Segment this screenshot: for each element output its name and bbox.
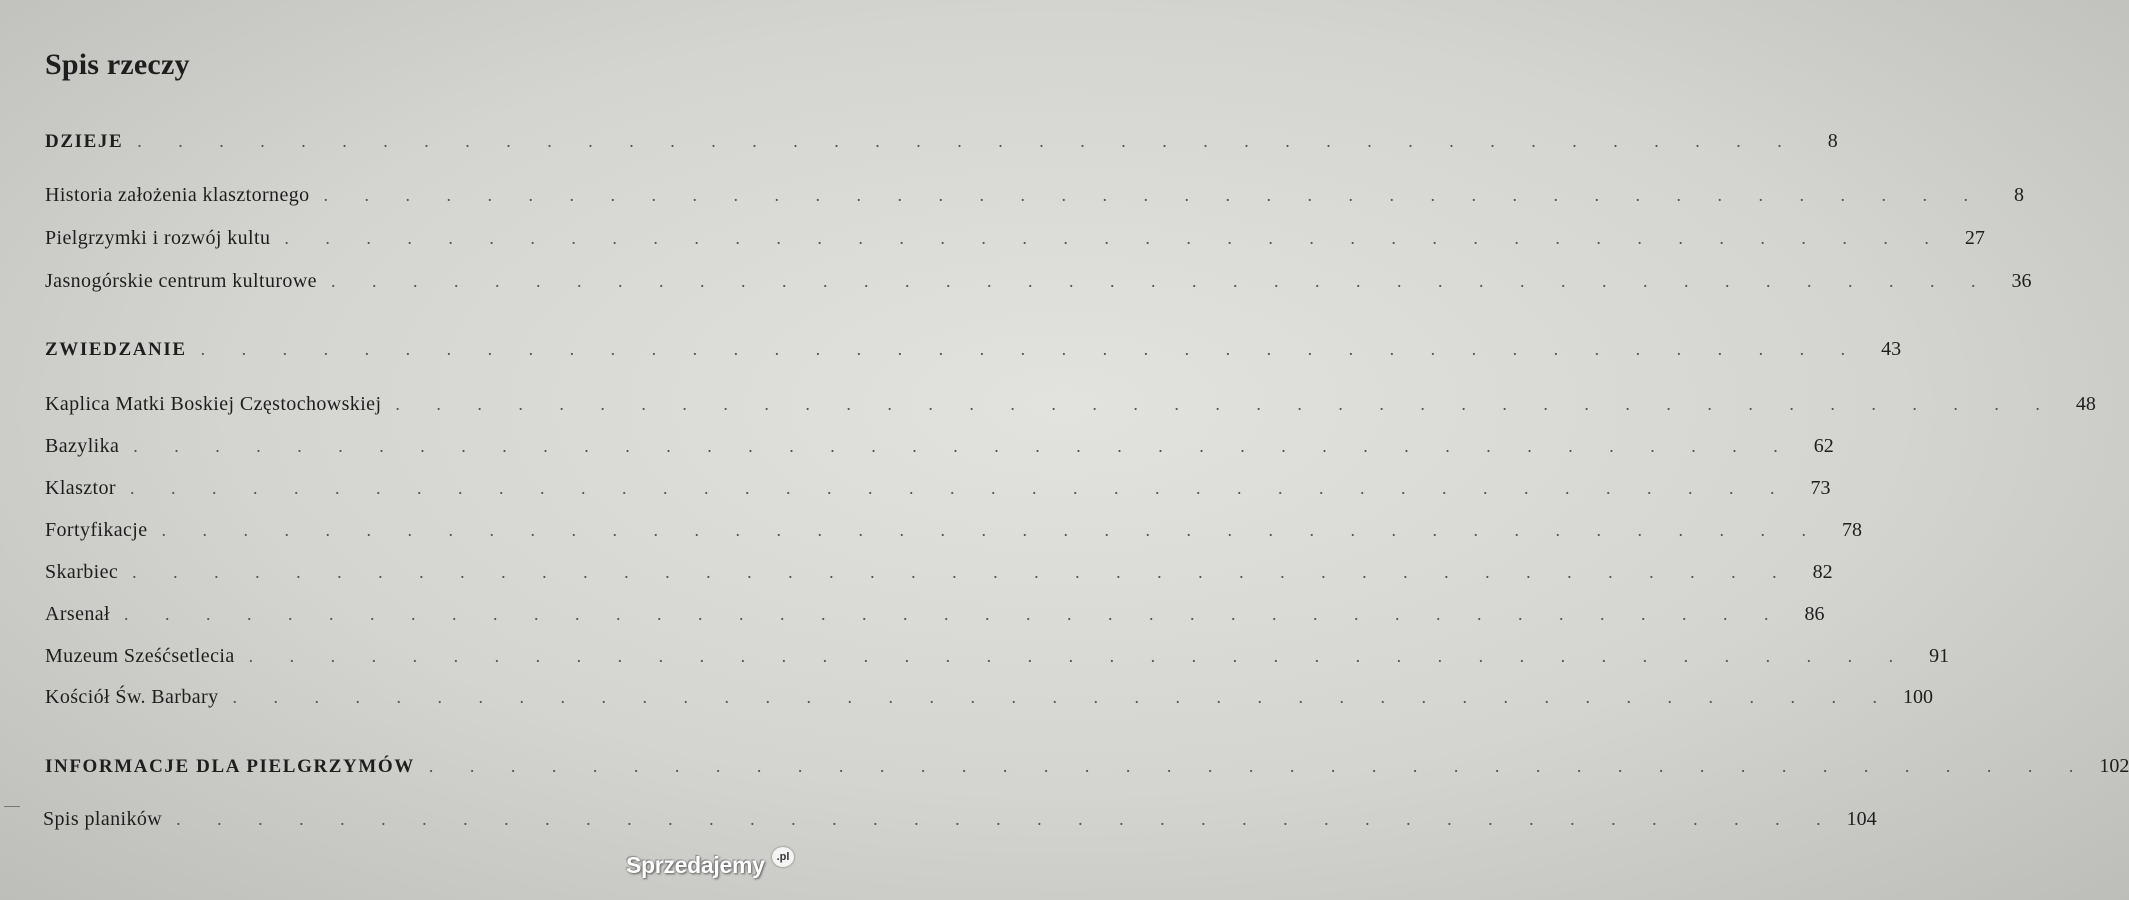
dot-leader: . . . . . . . . . . . . . . . . . . . . . . . . . . . . . . . . . . . . . . . . .: [330, 271, 1992, 291]
dot-leader: . . . . . . . . . . . . . . . . . . . . . . . . . . . . . . . . . . . . . . . . .: [124, 604, 1785, 624]
toc-page-number: 100: [1903, 686, 1933, 708]
toc-section-informacje: [45, 755, 2129, 785]
dot-leader: . . . . . . . . . . . . . . . . . . . . . . . . . . . . . . . . . . . . . . . . .: [132, 562, 1793, 582]
dot-leader: . . . . . . . . . . . . . . . . . . . . . . . . . . . . . . . . . . . . . . . . .: [129, 478, 1791, 498]
dot-leader: . . . . . . . . . . . . . . . . . . . . . . . . . . . . . . . . . . . . . . . . .: [137, 131, 1798, 151]
toc-page-number: 8: [2014, 184, 2025, 206]
toc-page-number: 104: [1846, 808, 1877, 830]
dot-leader: . . . . . . . . . . . . . . . . . . . . . . . . . . . . . . . . . . . . . . . . .: [248, 646, 1910, 666]
toc-page-number: 91: [1929, 645, 1950, 667]
toc-label: Bazylika: [45, 435, 120, 457]
toc-label: Muzeum Sześćsetlecia: [45, 645, 235, 667]
toc-page-number: 36: [2011, 270, 2032, 292]
dot-leader: . . . . . . . . . . . . . . . . . . . . . . . . . . . . . . . . . . . . . . . . .: [323, 185, 1985, 205]
toc-page-number: 62: [1813, 435, 1834, 457]
toc-label: DZIEJE: [45, 131, 124, 152]
toc-label: Arsenał: [45, 603, 110, 625]
toc-entry: [45, 686, 1933, 716]
dot-leader: . . . . . . . . . . . . . . . . . . . . . . . . . . . . . . . . . . . . . . . . .: [200, 339, 1862, 359]
toc-entry: [45, 227, 1985, 257]
toc-page-number: 73: [1810, 477, 1831, 499]
toc-label: Klasztor: [45, 477, 116, 499]
toc-section-zwiedzanie: [45, 338, 1902, 368]
watermark-badge-icon: .pl: [772, 847, 794, 867]
toc-section-dzieje: [45, 130, 1838, 160]
toc-page-number: 86: [1804, 603, 1825, 625]
dot-leader: . . . . . . . . . . . . . . . . . . . . . . . . . . . . . . . . . . . . . . . . .: [232, 687, 1893, 707]
toc-label: Spis planików: [43, 808, 163, 830]
toc-entry: [45, 519, 1863, 549]
dot-leader: . . . . . . . . . . . . . . . . . . . . . . . . . . . . . . . . . . . . . . . . .: [161, 520, 1823, 540]
toc-page-number: 78: [1842, 519, 1863, 541]
toc-entry: [45, 435, 1834, 465]
toc-page-number: 8: [1827, 130, 1838, 152]
toc-entry: [45, 393, 2096, 423]
dot-leader: . . . . . . . . . . . . . . . . . . . . . . . . . . . . . . . . . . . . . . . . .: [395, 394, 2056, 414]
toc-label: Kościół Św. Barbary: [45, 686, 219, 708]
toc-page-number: 43: [1881, 338, 1902, 360]
page-title: Spis rzeczy: [45, 48, 190, 81]
dot-leader: . . . . . . . . . . . . . . . . . . . . . . . . . . . . . . . . . . . . . . . . .: [284, 228, 1945, 248]
toc-label: Jasnogórskie centrum kulturowe: [45, 270, 317, 292]
toc-entry: [45, 603, 1825, 633]
toc-entry: [45, 270, 2032, 300]
toc-page-number: 27: [1964, 227, 1985, 249]
toc-label: Fortyfikacje: [45, 519, 148, 541]
toc-label: Historia założenia klasztornego: [45, 184, 310, 206]
toc-entry: [45, 477, 1831, 507]
margin-mark: [4, 806, 20, 807]
watermark-text: Sprzedajemy: [626, 852, 765, 878]
toc-label: Pielgrzymki i rozwój kultu: [45, 227, 271, 249]
toc-entry: [45, 184, 2025, 214]
toc-page-number: 102: [2099, 755, 2129, 777]
dot-leader: . . . . . . . . . . . . . . . . . . . . . . . . . . . . . . . . . . . . . . . . .: [176, 809, 1837, 829]
dot-leader: . . . . . . . . . . . . . . . . . . . . . . . . . . . . . . . . . . . . . . . . .: [428, 756, 2090, 776]
toc-label: Skarbiec: [45, 561, 119, 583]
toc-label: Kaplica Matki Boskiej Częstochowskiej: [45, 393, 382, 415]
toc-entry: [45, 561, 1833, 591]
toc-page-number: 82: [1812, 561, 1833, 583]
toc-label: INFORMACJE DLA PIELGRZYMÓW: [45, 756, 415, 777]
dot-leader: . . . . . . . . . . . . . . . . . . . . . . . . . . . . . . . . . . . . . . . . .: [133, 436, 1794, 456]
toc-entry: [45, 645, 1950, 675]
toc-page-number: 48: [2075, 393, 2096, 415]
toc-entry: [43, 808, 1877, 838]
toc-label: ZWIEDZANIE: [45, 339, 187, 360]
